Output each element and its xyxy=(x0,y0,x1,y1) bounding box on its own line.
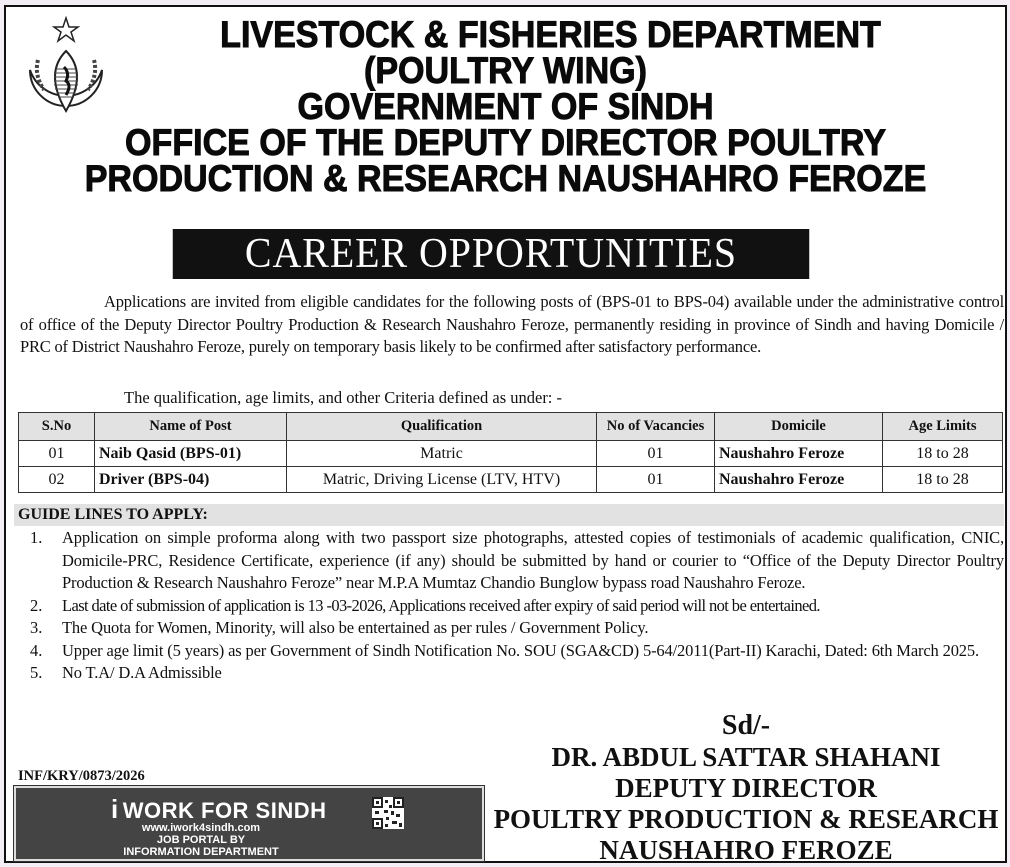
department-name: LIVESTOCK & FISHERIES DEPARTMENT xyxy=(220,14,881,55)
header-domicile: Domicile xyxy=(715,413,883,441)
portal-credit xyxy=(16,834,386,858)
item-number: 3. xyxy=(30,618,43,637)
qr-code-icon[interactable] xyxy=(372,797,404,829)
list-item xyxy=(20,617,1004,640)
criteria-line: The qualification, age limits, and other Criteria defined as under: - xyxy=(124,388,563,407)
cell-domicile: Naushahro Feroze xyxy=(715,441,883,467)
intro-paragraph xyxy=(20,291,1004,359)
item-text: Upper age limit (5 years) as per Government of Sindh Notification No. SOU (SGA&CD) 5-64/2011(Part-II) Karachi, Dated: 6th March 2025. xyxy=(62,640,979,660)
signatory-name: DR. ABDUL SATTAR SHAHANI xyxy=(551,742,941,772)
brand-title xyxy=(111,794,327,825)
header-post: Name of Post xyxy=(95,413,287,441)
item-number: 2. xyxy=(30,595,43,615)
i-logo-icon: i xyxy=(111,794,119,824)
portal-url[interactable]: www.iwork4sindh.com xyxy=(141,822,261,834)
list-item xyxy=(20,662,1004,685)
intro-text: Applications are invited from eligible candidates for the following posts of (BPS-01 to BPS-04) available under the administrative control of office of the Deputy Director Poultry Production & Research Naushahro Feroze, permanently residing in province of Sindh and having Domicile / PRC of District Naushahro Feroze, purely on temporary basis likely to be confirmed after satisfactory performance. xyxy=(20,292,1004,356)
signature-block xyxy=(486,710,1006,866)
job-advertisement xyxy=(4,5,1007,863)
cell-qualification: Matric xyxy=(287,441,597,467)
portal-line2: INFORMATION DEPARTMENT xyxy=(123,846,279,858)
reference-number: INF/KRY/0873/2026 xyxy=(18,768,145,784)
table-row xyxy=(19,441,1003,467)
career-opportunities-banner: CAREER OPPORTUNITIES xyxy=(172,229,809,279)
cell-qualification: Matric, Driving License (LTV, HTV) xyxy=(287,467,597,493)
cell-age: 18 to 28 xyxy=(883,467,1003,493)
guidelines-list xyxy=(20,527,1004,685)
government-name: GOVERNMENT OF SINDH xyxy=(297,86,714,127)
header-qualification: Qualification xyxy=(287,413,597,441)
header-sno: S.No xyxy=(19,413,95,441)
item-text: No T.A/ D.A Admissible xyxy=(62,663,222,682)
table-row xyxy=(19,467,1003,493)
list-item xyxy=(20,640,1004,663)
item-text: Application on simple proforma along with two passport size photographs, attested copies of testimonials of academic qualification, CNIC, Domicile-PRC, Residence Certificate, experience (if any) should be submitted by hand or courier to “Office of the Deputy Director Poultry Production & Research Naushahro Feroze” near M.P.A Mumtaz Chandio Bunglow bypass road Naushahro Feroze. xyxy=(62,528,1004,592)
cell-sno: 02 xyxy=(19,467,95,493)
office-name-line1: OFFICE OF THE DEPUTY DIRECTOR POULTRY xyxy=(125,122,886,163)
list-item xyxy=(20,595,1004,618)
guidelines-heading: GUIDE LINES TO APPLY: xyxy=(14,504,1004,526)
item-text: The Quota for Women, Minority, will also be entertained as per rules / Government Policy. xyxy=(62,618,649,637)
table-header-row xyxy=(19,413,1003,441)
brand-text: WORK FOR SINDH xyxy=(122,798,327,823)
header-vacancies: No of Vacancies xyxy=(597,413,715,441)
cell-domicile: Naushahro Feroze xyxy=(715,467,883,493)
posts-table xyxy=(18,412,1003,493)
cell-post: Naib Qasid (BPS-01) xyxy=(95,441,287,467)
office-name-line2: PRODUCTION & RESEARCH NAUSHAHRO FEROZE xyxy=(84,158,927,199)
wing-name: (POULTRY WING) xyxy=(363,50,648,91)
signed-mark: Sd/- xyxy=(721,710,771,741)
item-number: 5. xyxy=(30,663,43,682)
signatory-office: POULTRY PRODUCTION & RESEARCH xyxy=(493,804,999,834)
list-item xyxy=(20,527,1004,595)
cell-vacancies: 01 xyxy=(597,441,715,467)
cell-age: 18 to 28 xyxy=(883,441,1003,467)
signatory-place: NAUSHAHRO FEROZE xyxy=(599,835,893,865)
header-age: Age Limits xyxy=(883,413,1003,441)
cell-post: Driver (BPS-04) xyxy=(95,467,287,493)
signatory-designation: DEPUTY DIRECTOR xyxy=(615,773,877,803)
item-number: 4. xyxy=(30,640,43,660)
cell-vacancies: 01 xyxy=(597,467,715,493)
cell-sno: 01 xyxy=(19,441,95,467)
iwork-for-sindh-banner xyxy=(14,786,484,861)
item-number: 1. xyxy=(30,528,43,547)
portal-line1: JOB PORTAL BY xyxy=(156,834,246,846)
department-header xyxy=(6,14,1005,199)
item-text: Last date of submission of application is 13 -03-2026, Applications received after expiry of said period will not be entertained. xyxy=(62,595,820,615)
